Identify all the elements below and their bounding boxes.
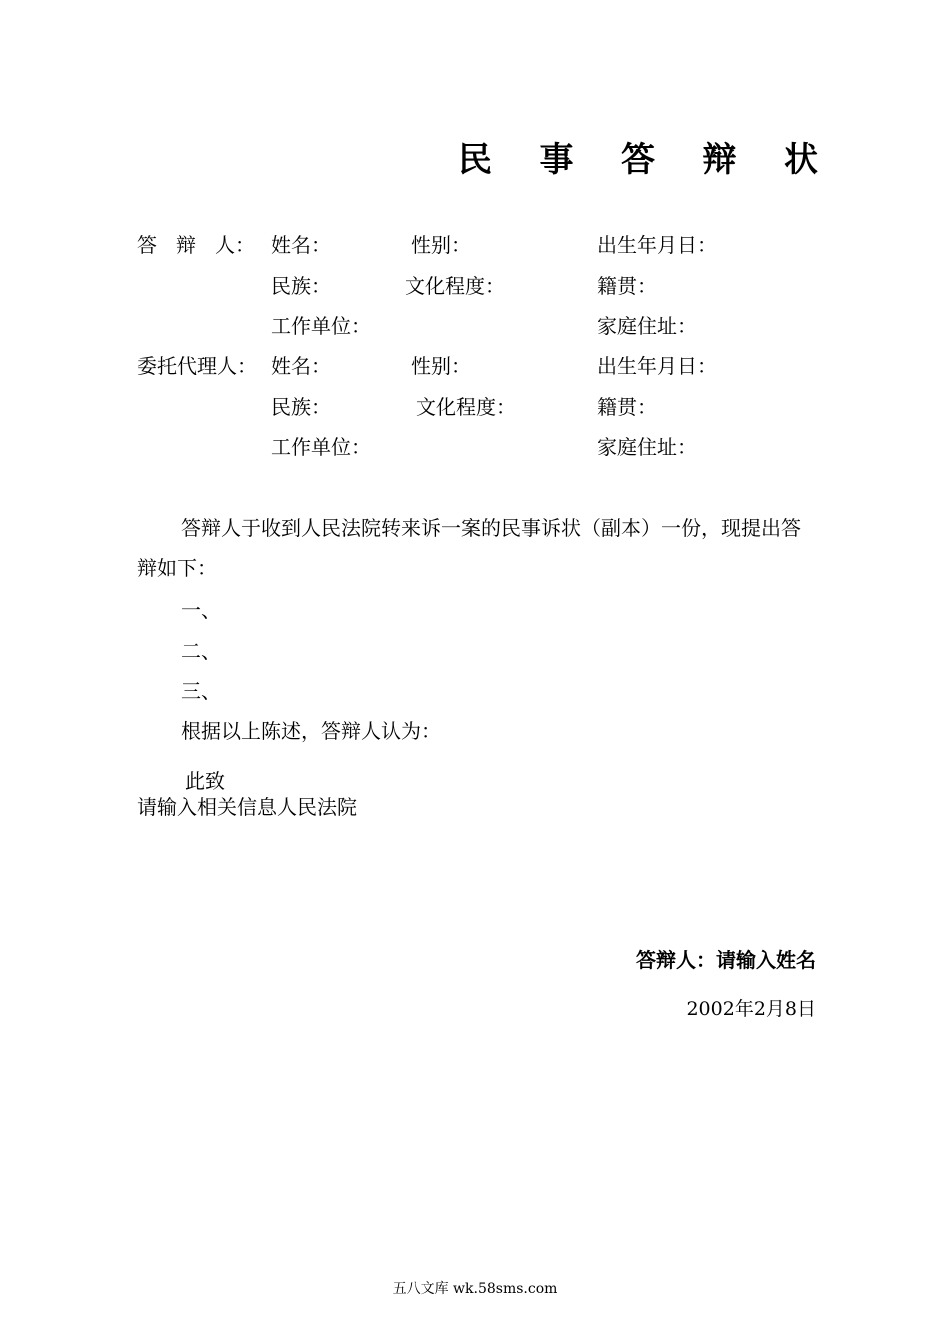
respondent-role-label <box>137 232 255 258</box>
court-name: 请输入相关信息人民法院 <box>137 795 357 819</box>
page-footer-watermark: 五八文库 wk.58sms.com <box>392 1281 558 1297</box>
respondent-ethnicity-label: 民族： <box>271 274 331 298</box>
signature-line: 答辩人：请输入姓名 <box>636 948 816 972</box>
list-item: 二、 <box>181 639 221 663</box>
title-char: 答 <box>621 140 655 180</box>
respondent-address-label: 家庭住址： <box>597 314 697 338</box>
respondent-origin-label: 籍贯： <box>597 274 657 298</box>
agent-address-label: 家庭住址： <box>597 435 697 459</box>
agent-work-label: 工作单位： <box>271 435 371 459</box>
role-char: 人： <box>215 233 255 257</box>
conclusion-line: 根据以上陈述，答辩人认为： <box>181 719 441 743</box>
agent-origin-label: 籍贯： <box>597 395 657 419</box>
role-char: 答 <box>137 233 157 257</box>
role-char: 辩 <box>176 233 196 257</box>
respondent-work-label: 工作单位： <box>271 314 371 338</box>
respondent-name-label: 姓名： <box>271 233 331 257</box>
title-char: 辩 <box>702 140 737 180</box>
list-item: 三、 <box>181 679 221 703</box>
title-char: 民 <box>458 140 492 180</box>
respondent-gender-label: 性别： <box>411 233 471 257</box>
agent-role-label: 委托代理人： <box>137 354 257 378</box>
intro-paragraph: 答辩人于收到人民法院转来诉一案的民事诉状（副本）一份，现提出答辩如下： <box>137 516 801 580</box>
agent-education-label: 文化程度： <box>416 395 516 419</box>
title-char: 状 <box>784 140 818 180</box>
agent-gender-label: 性别： <box>411 354 471 378</box>
document-date: 2002年2月8日 <box>686 998 816 1020</box>
agent-birth-label: 出生年月日： <box>597 354 717 378</box>
title-char: 事 <box>539 140 574 180</box>
respondent-education-label: 文化程度： <box>405 274 505 298</box>
document-title <box>458 138 818 182</box>
respondent-birth-label: 出生年月日： <box>597 233 717 257</box>
list-item: 一、 <box>181 598 221 622</box>
salutation: 此致 <box>185 769 225 793</box>
agent-ethnicity-label: 民族： <box>271 395 331 419</box>
agent-name-label: 姓名： <box>271 354 331 378</box>
